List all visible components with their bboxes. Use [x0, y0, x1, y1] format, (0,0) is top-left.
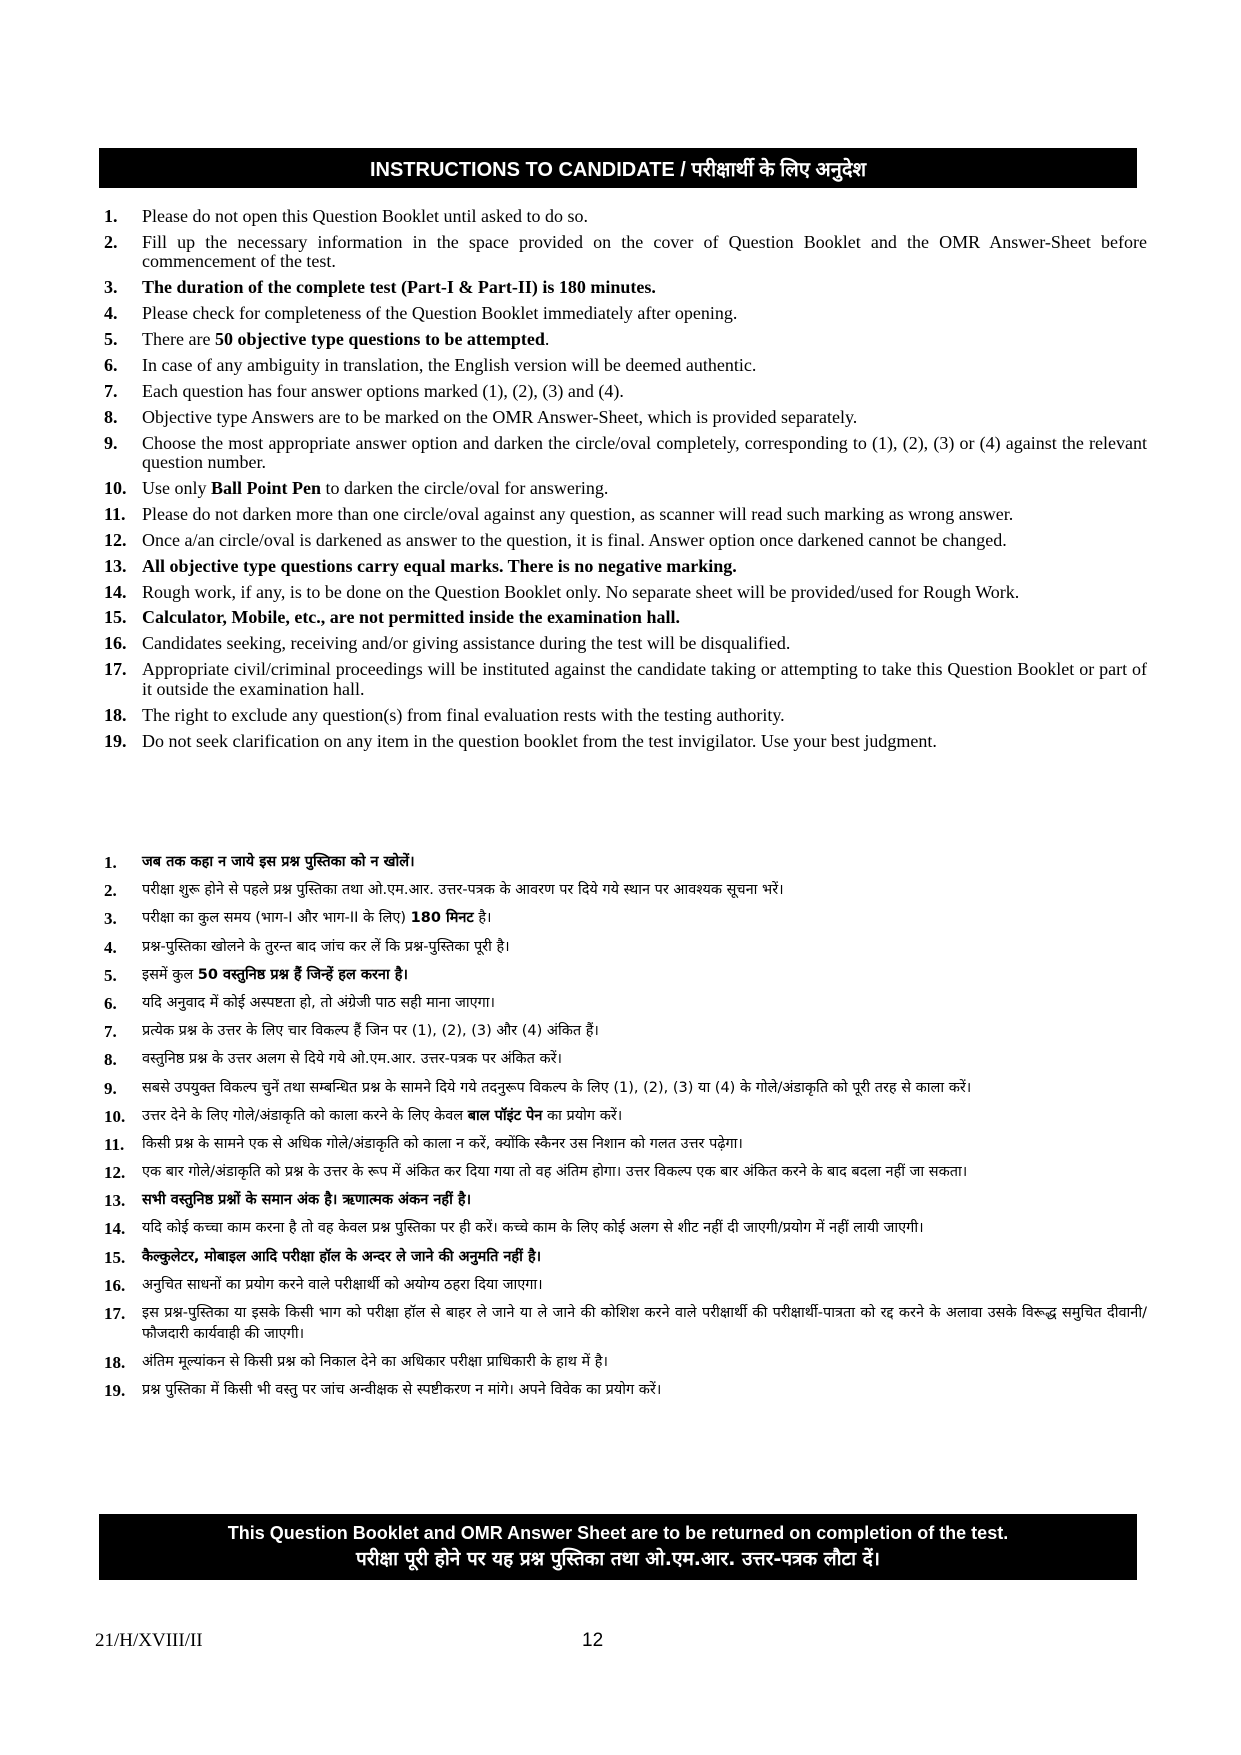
- instruction-number: 18.: [104, 704, 127, 725]
- instruction-segment: .: [544, 329, 550, 350]
- instruction-item: [104, 479, 1147, 499]
- instruction-segment: Please do not darken more than one circle/oval against any question, as scanner will read such marking as wrong answer.: [142, 503, 1014, 524]
- instruction-text: [142, 583, 1147, 603]
- instruction-segment: Appropriate civil/criminal proceedings will be instituted against the candidate taking or attempting to take this Question Booklet or part of it outside the examination hall.: [142, 659, 1147, 699]
- instruction-item: [104, 233, 1147, 272]
- instruction-number: 13.: [104, 1191, 126, 1211]
- instruction-number: 13.: [104, 555, 127, 576]
- instruction-bold-segment: All objective type questions carry equal marks. There is no negative marking.: [142, 555, 737, 576]
- instruction-segment: है।: [473, 910, 492, 927]
- instruction-item: [104, 583, 1147, 603]
- instruction-number: 11.: [104, 1134, 125, 1154]
- instruction-text: [142, 1190, 1147, 1211]
- instruction-number: 4.: [104, 303, 118, 324]
- instruction-segment: किसी प्रश्न के सामने एक से अधिक गोले/अंडाकृति को काला न करें, क्योंकि स्कैनर उस निशान को गलत उत्तर पढ़ेगा।: [142, 1135, 743, 1152]
- instruction-segment: परीक्षा शुरू होने से पहले प्रश्न पुस्तिका तथा ओ.एम.आर. उत्तर-पत्रक के आवरण पर दिये गये स्थान पर आवश्यक सूचना भरें।: [142, 882, 784, 899]
- instruction-text: [142, 634, 1147, 654]
- instruction-number: 12.: [104, 529, 127, 550]
- english-instructions-list: [104, 207, 1147, 757]
- instruction-number: 12.: [104, 1163, 126, 1183]
- instruction-segment: There are: [142, 329, 215, 350]
- instruction-item: [104, 993, 1147, 1014]
- instruction-bold-segment: Ball Point Pen: [211, 478, 322, 499]
- instruction-text: [142, 1078, 1147, 1099]
- instruction-item: [104, 1190, 1147, 1211]
- instruction-number: 2.: [104, 881, 117, 901]
- instruction-item: [104, 608, 1147, 628]
- instruction-text: [142, 1162, 1147, 1183]
- instruction-item: [104, 382, 1147, 402]
- instruction-segment: The right to exclude any question(s) from final evaluation rests with the testing authority.: [142, 704, 785, 725]
- return-notice-banner: [99, 1514, 1137, 1580]
- instruction-number: 6.: [104, 354, 118, 375]
- instruction-text: [142, 937, 1147, 958]
- instruction-item: [104, 908, 1147, 929]
- instruction-text: [142, 330, 1147, 350]
- instruction-text: [142, 1218, 1147, 1239]
- instruction-text: [142, 557, 1147, 577]
- instruction-item: [104, 278, 1147, 298]
- instruction-text: [142, 852, 1147, 873]
- instruction-number: 8.: [104, 1050, 117, 1070]
- instruction-number: 3.: [104, 277, 118, 298]
- instruction-text: [142, 278, 1147, 298]
- instruction-segment: यदि अनुवाद में कोई अस्पष्टता हो, तो अंग्रेजी पाठ सही माना जाएगा।: [142, 994, 496, 1011]
- instruction-item: [104, 207, 1147, 227]
- instruction-segment: Rough work, if any, is to be done on the Question Booklet only. No separate sheet will be provided/used for Rough Work.: [142, 581, 1020, 602]
- instruction-number: 16.: [104, 633, 127, 654]
- instruction-item: [104, 356, 1147, 376]
- instruction-text: [142, 434, 1147, 473]
- instruction-number: 2.: [104, 231, 118, 252]
- instruction-bold-segment: 180 मिनट: [410, 910, 474, 927]
- return-notice-english: This Question Booklet and OMR Answer Sheet are to be returned on completion of the test.: [227, 1523, 1009, 1543]
- instruction-bold-segment: सभी वस्तुनिष्ठ प्रश्नों के समान अंक है। ऋणात्मक अंकन नहीं है।: [142, 1192, 472, 1209]
- instruction-bold-segment: Calculator, Mobile, etc., are not permitted inside the examination hall.: [142, 607, 680, 628]
- instruction-item: [104, 1303, 1147, 1345]
- instruction-segment: प्रश्न पुस्तिका में किसी भी वस्तु पर जांच अन्वीक्षक से स्पष्टीकरण न मांगे। अपने विवेक का प्रयोग करें।: [142, 1382, 662, 1399]
- instruction-item: [104, 531, 1147, 551]
- instruction-bold-segment: The duration of the complete test (Part-I & Part-II) is 180 minutes.: [142, 277, 656, 298]
- instruction-item: [104, 1352, 1147, 1373]
- instruction-bold-segment: 50 वस्तुनिष्ठ प्रश्न हैं जिन्हें हल करना है।: [197, 966, 408, 983]
- instruction-number: 9.: [104, 432, 118, 453]
- instruction-item: [104, 732, 1147, 752]
- instruction-text: [142, 1275, 1147, 1296]
- instruction-item: [104, 1078, 1147, 1099]
- instruction-number: 7.: [104, 1022, 117, 1042]
- instruction-segment: परीक्षा का कुल समय (भाग-I और भाग-II के लिए): [142, 910, 411, 927]
- instruction-number: 5.: [104, 329, 118, 350]
- instruction-item: [104, 434, 1147, 473]
- instruction-text: [142, 505, 1147, 525]
- instruction-item: [104, 1049, 1147, 1070]
- instruction-segment: अनुचित साधनों का प्रयोग करने वाले परीक्षार्थी को अयोग्य ठहरा दिया जाएगा।: [142, 1276, 543, 1293]
- instruction-text: [142, 1352, 1147, 1373]
- instruction-segment: अंतिम मूल्यांकन से किसी प्रश्न को निकाल देने का अधिकार परीक्षा प्राधिकारी के हाथ में है।: [142, 1354, 608, 1371]
- instruction-number: 1.: [104, 853, 117, 872]
- instruction-segment: प्रश्न-पुस्तिका खोलने के तुरन्त बाद जांच कर लें कि प्रश्न-पुस्तिका पूरी है।: [142, 938, 510, 955]
- instruction-item: [104, 1380, 1147, 1401]
- hindi-instructions-list: [104, 852, 1147, 1409]
- instruction-number: 10.: [104, 478, 127, 499]
- instruction-item: [104, 937, 1147, 958]
- instruction-number: 5.: [104, 965, 117, 985]
- instruction-bold-segment: 50 objective type questions to be attempted: [214, 329, 545, 350]
- instruction-text: [142, 1247, 1147, 1268]
- instruction-text: [142, 1303, 1147, 1345]
- instruction-segment: सबसे उपयुक्त विकल्प चुनें तथा सम्बन्धित प्रश्न के सामने दिये गये तदनुरूप विकल्प के लिए (1), (2), (3) या (4) के गोले/अंडाकृति को पूरी तरह से काला करें।: [142, 1079, 972, 1096]
- return-notice-hindi: परीक्षा पूरी होने पर यह प्रश्न पुस्तिका तथा ओ.एम.आर. उत्तर-पत्रक लौटा दें।: [356, 1548, 880, 1570]
- instruction-text: [142, 531, 1147, 551]
- instructions-title: INSTRUCTIONS TO CANDIDATE / परीक्षार्थी के लिए अनुदेश: [369, 158, 867, 181]
- instruction-text: [142, 1021, 1147, 1042]
- instruction-text: [142, 608, 1147, 628]
- instruction-text: [142, 356, 1147, 376]
- instruction-text: [142, 408, 1147, 428]
- instruction-segment: Please do not open this Question Booklet until asked to do so.: [142, 206, 588, 226]
- instruction-number: 14.: [104, 1219, 126, 1239]
- instruction-text: [142, 233, 1147, 272]
- instruction-item: [104, 1162, 1147, 1183]
- instruction-segment: Fill up the necessary information in the space provided on the cover of Question Booklet and the OMR Answer-Sheet before commencement of the test.: [142, 231, 1147, 272]
- instruction-number: 14.: [104, 581, 127, 602]
- instruction-number: 16.: [104, 1275, 126, 1295]
- instruction-number: 3.: [104, 909, 117, 929]
- instruction-number: 18.: [104, 1353, 126, 1373]
- instruction-segment: Each question has four answer options marked (1), (2), (3) and (4).: [142, 380, 624, 401]
- instruction-text: [142, 660, 1147, 699]
- instruction-text: [142, 880, 1147, 901]
- instruction-number: 19.: [104, 730, 127, 751]
- instruction-segment: वस्तुनिष्ठ प्रश्न के उत्तर अलग से दिये गये ओ.एम.आर. उत्तर-पत्रक पर अंकित करें।: [142, 1051, 563, 1068]
- instruction-number: 1.: [104, 206, 118, 226]
- instruction-text: [142, 479, 1147, 499]
- instruction-segment: Please check for completeness of the Question Booklet immediately after opening.: [142, 303, 738, 324]
- instruction-number: 11.: [104, 503, 126, 524]
- instruction-segment: यदि कोई कच्चा काम करना है तो वह केवल प्रश्न पुस्तिका पर ही करें। कच्चे काम के लिए कोई अलग से शीट नहीं दी जाएगी/प्रयोग में नहीं लायी जाएगी।: [142, 1220, 924, 1237]
- instruction-number: 19.: [104, 1381, 126, 1401]
- instruction-item: [104, 330, 1147, 350]
- instruction-item: [104, 1218, 1147, 1239]
- instruction-item: [104, 880, 1147, 901]
- instruction-number: 15.: [104, 607, 127, 628]
- instruction-item: [104, 1021, 1147, 1042]
- instructions-header: [99, 148, 1137, 188]
- instruction-item: [104, 408, 1147, 428]
- instruction-text: [142, 1134, 1147, 1155]
- instruction-number: 17.: [104, 659, 127, 680]
- instruction-number: 9.: [104, 1078, 117, 1098]
- instruction-item: [104, 1247, 1147, 1268]
- instruction-segment: Candidates seeking, receiving and/or giving assistance during the test will be disqualified.: [142, 633, 791, 654]
- paper-code: 21/H/XVIII/II: [95, 1630, 203, 1651]
- instruction-item: [104, 304, 1147, 324]
- instruction-item: [104, 1134, 1147, 1155]
- instruction-text: [142, 1049, 1147, 1070]
- instruction-segment: Once a/an circle/oval is darkened as answer to the question, it is final. Answer option once darkened cannot be changed.: [142, 529, 1007, 550]
- instruction-segment: उत्तर देने के लिए गोले/अंडाकृति को काला करने के लिए केवल: [142, 1107, 468, 1124]
- instruction-segment: इसमें कुल: [142, 966, 198, 983]
- instruction-number: 7.: [104, 380, 118, 401]
- instruction-item: [104, 706, 1147, 726]
- instruction-item: [104, 660, 1147, 699]
- instruction-segment: In case of any ambiguity in translation, the English version will be deemed authentic.: [142, 354, 757, 375]
- instruction-bold-segment: कैल्कुलेटर, मोबाइल आदि परीक्षा हॉल के अन्दर ले जाने की अनुमति नहीं है।: [142, 1248, 542, 1265]
- instruction-bold-segment: बाल पॉइंट पेन: [467, 1107, 543, 1124]
- instruction-item: [104, 1275, 1147, 1296]
- instruction-segment: Objective type Answers are to be marked on the OMR Answer-Sheet, which is provided separately.: [142, 406, 858, 427]
- instruction-item: [104, 852, 1147, 873]
- instruction-text: [142, 207, 1147, 227]
- instruction-segment: Use only: [142, 478, 211, 499]
- instruction-number: 6.: [104, 993, 117, 1013]
- instruction-number: 15.: [104, 1247, 126, 1267]
- instruction-text: [142, 908, 1147, 929]
- instruction-number: 17.: [104, 1304, 126, 1323]
- instruction-number: 4.: [104, 937, 117, 957]
- instruction-text: [142, 706, 1147, 726]
- instruction-segment: एक बार गोले/अंडाकृति को प्रश्न के उत्तर के रूप में अंकित कर दिया गया तो वह अंतिम होगा। उत्तर विकल्प एक बार अंकित करने के बाद बदला नहीं जा सकता।: [142, 1164, 968, 1181]
- instruction-bold-segment: जब तक कहा न जाये इस प्रश्न पुस्तिका को न खोलें।: [142, 854, 415, 870]
- instruction-segment: Choose the most appropriate answer option and darken the circle/oval completely, corresponding to (1), (2), (3) or (4) against the relevant question number.: [142, 432, 1147, 473]
- instruction-text: [142, 732, 1147, 752]
- instruction-text: [142, 1380, 1147, 1401]
- instruction-segment: Do not seek clarification on any item in the question booklet from the test invigilator. Use your best judgment.: [142, 730, 937, 751]
- instruction-item: [104, 557, 1147, 577]
- instruction-segment: इस प्रश्न-पुस्तिका या इसके किसी भाग को परीक्षा हॉल से बाहर ले जाने या ले जाने की कोशिश करने वाले परीक्षार्थी की परीक्षार्थी-पात्रता को रद्द करने के अलावा उसके विरूद्ध समुचित दीवानी/फौजदारी कार्यवाही की जाएगी।: [142, 1305, 1147, 1342]
- instruction-number: 8.: [104, 406, 118, 427]
- instruction-item: [104, 634, 1147, 654]
- instruction-text: [142, 382, 1147, 402]
- instruction-segment: का प्रयोग करें।: [542, 1107, 623, 1124]
- instruction-text: [142, 965, 1147, 986]
- instruction-text: [142, 304, 1147, 324]
- instruction-item: [104, 1106, 1147, 1127]
- instruction-segment: प्रत्येक प्रश्न के उत्तर के लिए चार विकल्प हैं जिन पर (1), (2), (3) और (4) अंकित हैं।: [142, 1023, 599, 1040]
- instruction-number: 10.: [104, 1106, 126, 1126]
- instruction-segment: to darken the circle/oval for answering.: [321, 478, 609, 499]
- instruction-item: [104, 505, 1147, 525]
- instruction-text: [142, 993, 1147, 1014]
- instruction-text: [142, 1106, 1147, 1127]
- instruction-item: [104, 965, 1147, 986]
- page-number: 12: [582, 1630, 604, 1651]
